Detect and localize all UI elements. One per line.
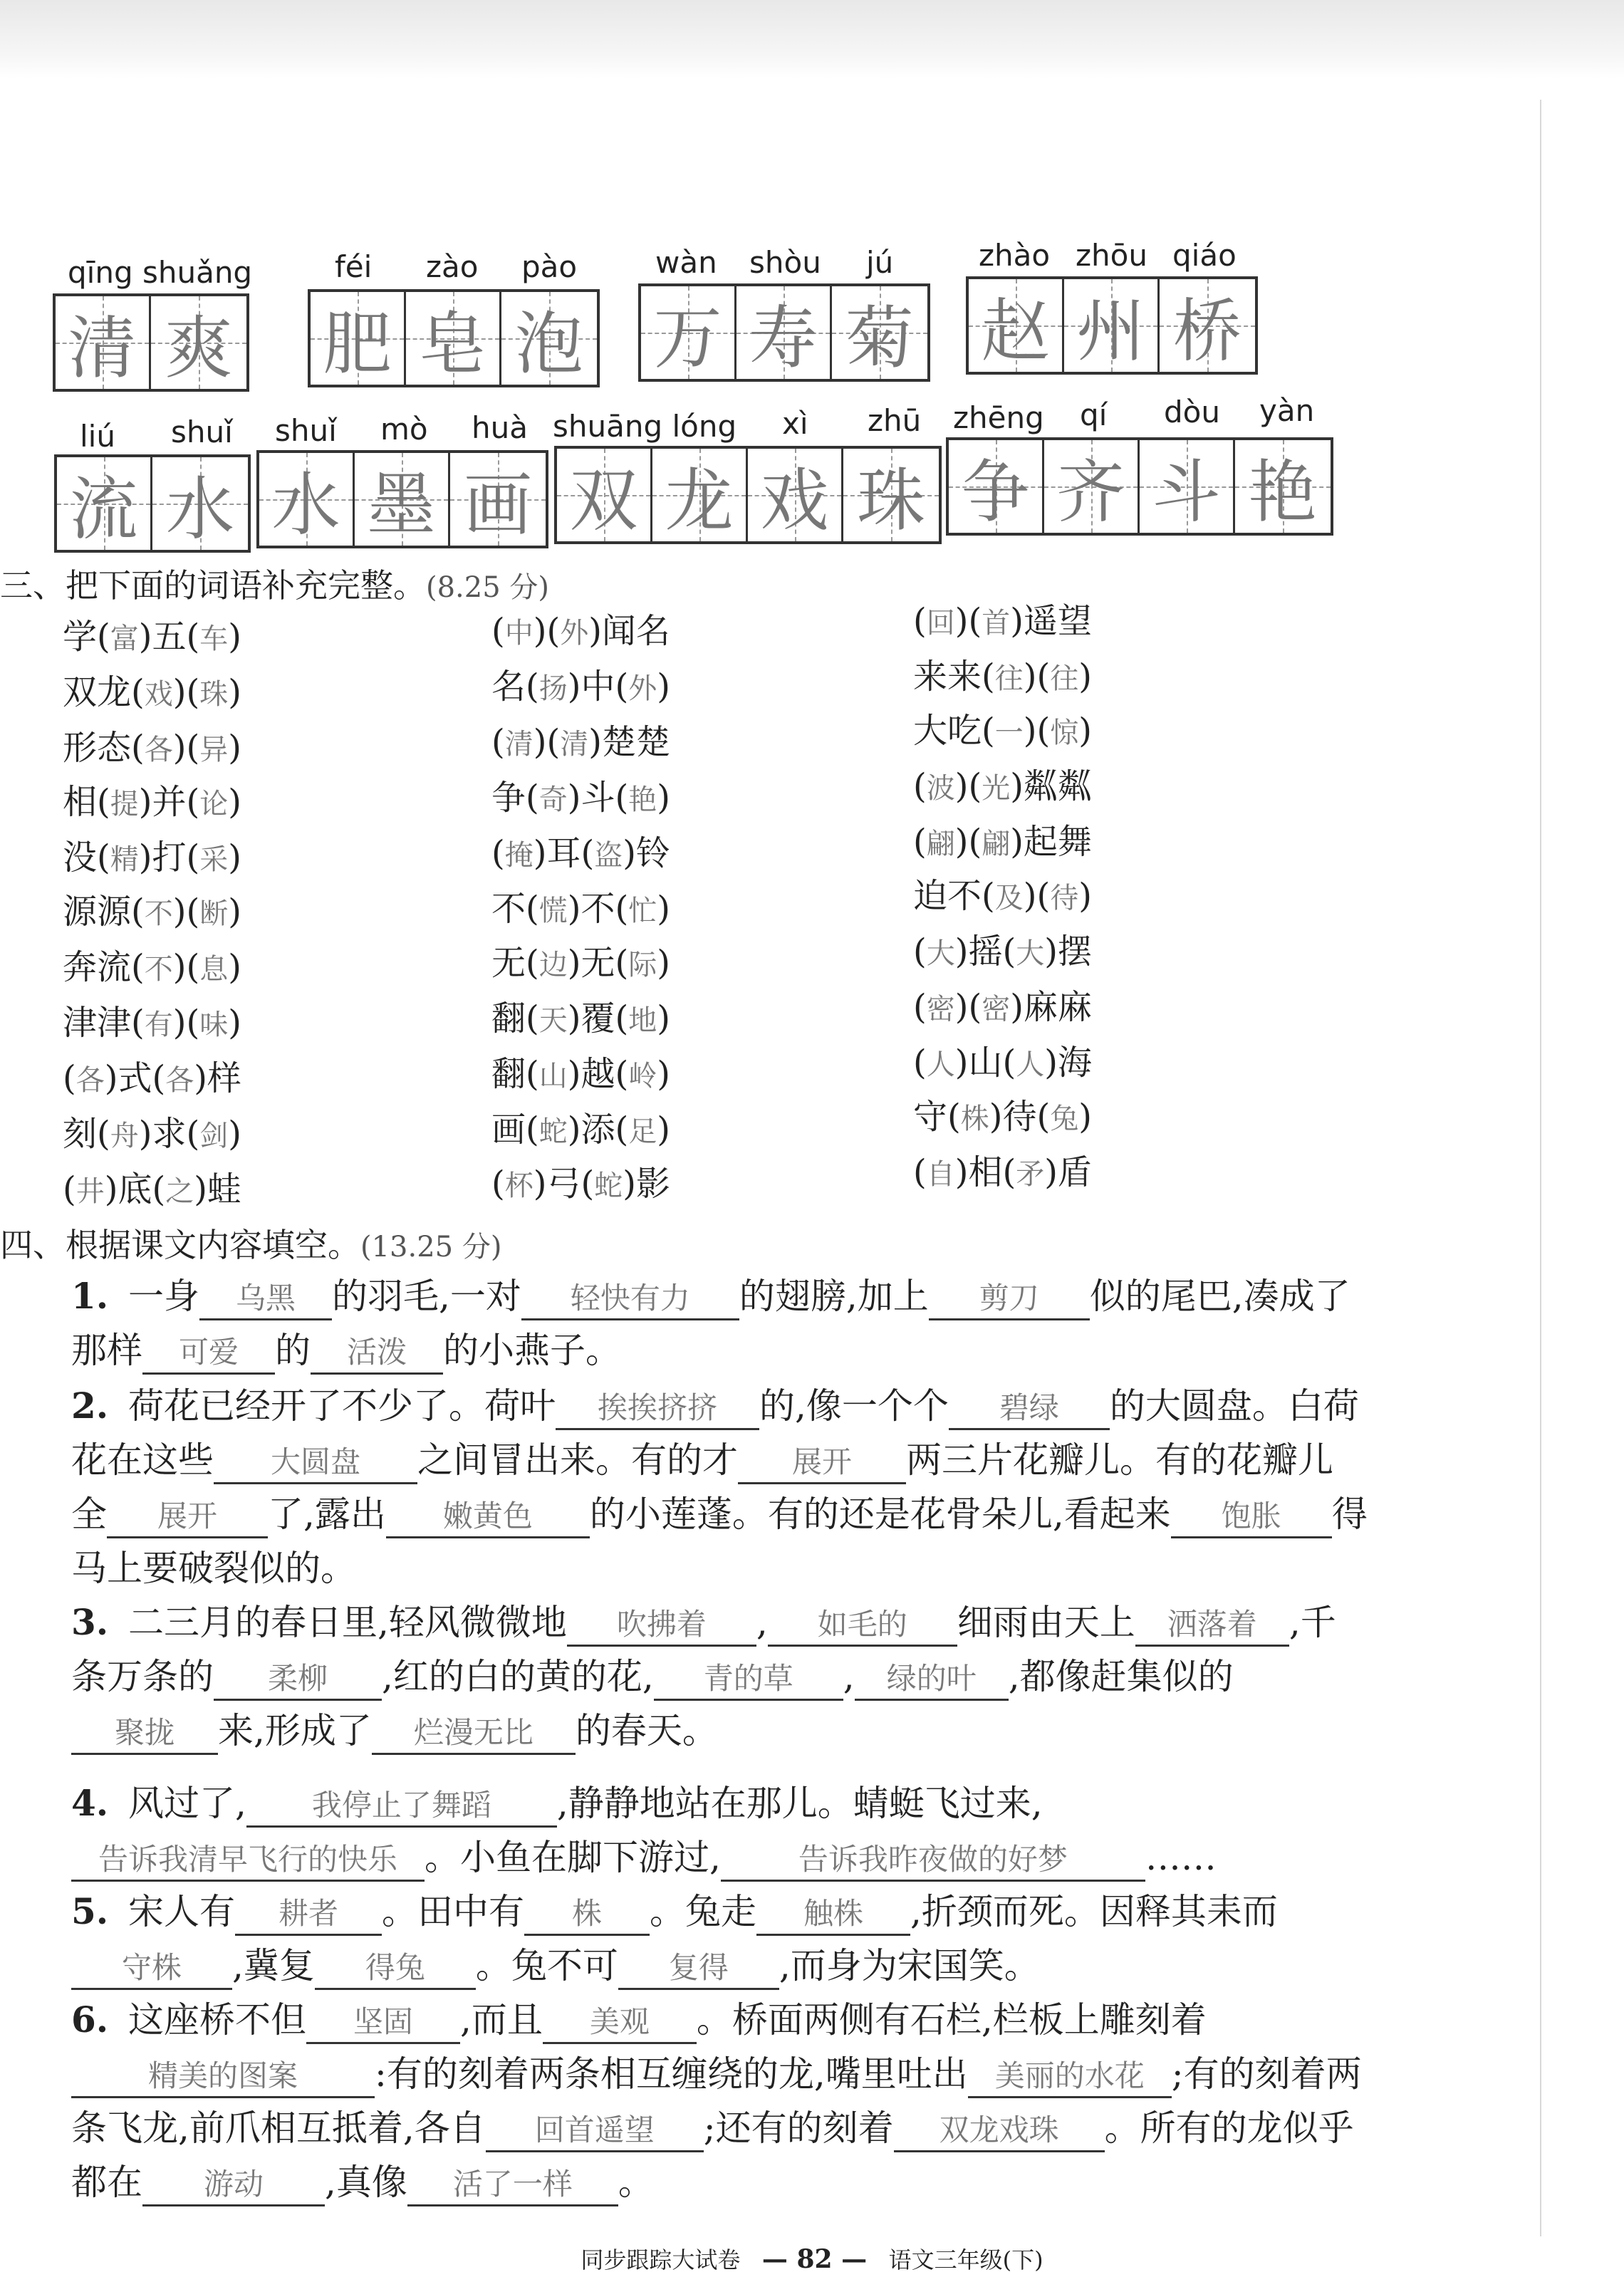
word-item: 没(精)打(采): [63, 838, 241, 877]
answer-blank: 碧绿: [949, 1388, 1110, 1430]
tianzige-group-7: [554, 446, 942, 544]
word-item: 相(提)并(论): [63, 782, 241, 822]
tianzige-cell: 肥: [311, 292, 406, 385]
tianzige-cell: 桥: [1160, 279, 1255, 372]
word-item: (回)(首)遥望: [913, 601, 1092, 641]
tianzige-group-6: [256, 450, 548, 548]
answer-blank: 美丽的水花: [968, 2056, 1172, 2098]
pinyin-19: zhēng: [953, 400, 1044, 435]
word-item: (大)摇(大)摆: [913, 932, 1092, 971]
answer-blank: 活了一样: [407, 2164, 618, 2206]
answer-blank: 柔柳: [214, 1659, 382, 1701]
tianzige-cell: 州: [1064, 279, 1160, 372]
question-number: 4.: [71, 1782, 109, 1824]
answer-blank: 得兔: [315, 1948, 476, 1990]
word-item: 翻(山)越(岭): [491, 1054, 670, 1094]
word-item: (人)山(人)海: [913, 1043, 1092, 1083]
tianzige-cell: 龙: [652, 449, 748, 541]
section-3-title: 三、把下面的词语补充完整。: [0, 566, 426, 605]
word-item: (自)相(矛)盾: [913, 1152, 1092, 1192]
question-4: 4. 风过了, 我停止了舞蹈 ,静静地站在那儿。蜻蜓飞过来,告诉我清早飞行的快乐 。小鱼在脚下游过, 告诉我昨夜做的好梦 ……: [71, 1776, 1368, 1885]
tianzige-group-2: [308, 289, 600, 387]
answer-blank: 展开: [738, 1442, 906, 1484]
tianzige-cell: 双: [557, 449, 652, 541]
tianzige-group-4: [966, 276, 1258, 375]
pinyin-6: shòu: [749, 245, 821, 280]
word-item: 源源(不)(断): [63, 892, 241, 932]
word-item: 守(株)待(兔): [913, 1097, 1092, 1137]
word-item: 不(慌)不(忙): [491, 889, 670, 929]
answer-blank: 乌黑: [199, 1278, 332, 1320]
tianzige-cell: 泡: [501, 292, 597, 385]
pinyin-13: shuǐ: [275, 413, 337, 448]
answer-blank: 嫩黄色: [386, 1496, 590, 1538]
tianzige-cell: 清: [56, 296, 151, 389]
answer-blank: 轻快有力: [521, 1278, 739, 1320]
word-item: 来来(往)(往): [913, 657, 1092, 697]
answer-blank: 耕者: [235, 1894, 382, 1936]
section-4-score: (13.25 分): [360, 1231, 502, 1263]
question-1: 1. 一身 乌黑 的羽毛,一对 轻快有力 的翅膀,加上 剪刀 似的尾巴,凑成了那样 可爱 的 活泼 的小燕子。: [71, 1269, 1368, 1377]
question-5: 5. 宋人有 耕者 。田中有 株 。兔走 触株 ,折颈而死。因释其耒而守株 ,冀复 得兔 。兔不可 复得 ,而身为宋国笑。: [71, 1885, 1368, 1993]
pinyin-12: shuǐ: [171, 415, 233, 449]
word-item: (清)(清)楚楚: [491, 722, 670, 762]
word-item: (中)(外)闻名: [491, 611, 670, 651]
footer-book-title: 同步跟踪大试卷: [581, 2246, 741, 2273]
answer-blank: 挨挨挤挤: [556, 1388, 759, 1430]
tianzige-cell: 爽: [151, 296, 246, 389]
question-number: 3.: [71, 1601, 109, 1643]
question-2: 2. 荷花已经开了不少了。荷叶 挨挨挤挤 的,像一个个 碧绿 的大圆盘。白荷花在这些 大圆盘 之间冒出来。有的才 展开 两三片花瓣儿。有的花瓣儿全 展开 了,露出 嫩黄色 的小莲蓬。有的还是花骨朵儿,看起来 饱胀 得马上要破裂似的。: [71, 1379, 1368, 1595]
answer-blank: 美观: [543, 2002, 697, 2044]
word-item: 刻(舟)求(剑): [63, 1114, 241, 1154]
tianzige-cell: 争: [949, 440, 1044, 533]
tianzige-cell: 水: [152, 457, 248, 550]
answer-blank: 回首遥望: [486, 2110, 704, 2152]
answer-blank: 如毛的: [768, 1605, 957, 1647]
question-number: 1.: [71, 1275, 109, 1317]
pinyin-22: yàn: [1259, 393, 1315, 428]
tianzige-cell: 赵: [969, 279, 1064, 372]
answer-blank: 复得: [618, 1948, 779, 1990]
word-item: 翻(天)覆(地): [491, 999, 670, 1038]
page-number: — 82 —: [761, 2244, 868, 2274]
word-item: 双龙(戏)(珠): [63, 672, 241, 712]
tianzige-cell: 齐: [1044, 440, 1140, 533]
pinyin-14: mò: [380, 412, 428, 447]
answer-blank: 大圆盘: [214, 1442, 417, 1484]
answer-blank: 饱胀: [1171, 1496, 1332, 1538]
word-item: 名(扬)中(外): [491, 667, 670, 707]
answer-blank: 株: [524, 1894, 650, 1936]
tianzige-group-1: [53, 293, 249, 392]
answer-blank: 青的草: [654, 1659, 843, 1701]
answer-blank: 烂漫无比: [372, 1713, 576, 1755]
question-3: 3. 二三月的春日里,轻风微微地 吹拂着 , 如毛的 细雨由天上 洒落着 ,千条万条的 柔柳 ,红的白的黄的花, 青的草 , 绿的叶 ,都像赶集似的聚拢 来,形成了 烂漫无比 的春天。: [71, 1595, 1368, 1758]
page-footer: [0, 2242, 1624, 2275]
section-3-score: (8.25 分): [426, 571, 549, 604]
pinyin-4: pào: [521, 249, 578, 284]
word-item: (杯)弓(蛇)影: [491, 1164, 670, 1204]
word-item: 津津(有)(味): [63, 1003, 241, 1043]
answer-blank: 告诉我昨夜做的好梦: [721, 1840, 1145, 1882]
word-item: 形态(各)(异): [63, 728, 241, 768]
word-item: 争(奇)斗(艳): [491, 778, 670, 818]
pinyin-10: qiáo: [1172, 238, 1237, 273]
tianzige-group-5: [54, 454, 251, 553]
word-item: (掩)耳(盗)铃: [491, 833, 670, 873]
word-item: (波)(光)粼粼: [913, 766, 1092, 806]
pinyin-16: shuāng lóng: [553, 409, 737, 444]
word-item: (密)(密)麻麻: [913, 987, 1092, 1027]
tianzige-cell: 万: [641, 286, 736, 379]
answer-blank: 坚固: [306, 2002, 460, 2044]
section-4-heading: [0, 1219, 501, 1266]
answer-blank: 活泼: [311, 1333, 443, 1375]
question-number: 2.: [71, 1385, 109, 1427]
pinyin-15: huà: [472, 410, 528, 445]
pinyin-17: xì: [782, 406, 808, 441]
pinyin-8: zhào: [979, 238, 1051, 273]
pinyin-11: liú: [80, 419, 115, 454]
section-4-title: 四、根据课文内容填空。: [0, 1226, 360, 1264]
answer-blank: 告诉我清早飞行的快乐: [71, 1840, 425, 1882]
word-item: (井)底(之)蛙: [63, 1169, 241, 1209]
tianzige-cell: 艳: [1235, 440, 1331, 533]
answer-blank: 吹拂着: [567, 1605, 756, 1647]
answer-blank: 聚拢: [71, 1713, 218, 1755]
section-3-heading: [0, 560, 549, 607]
page-edge-line: [1540, 100, 1541, 2236]
pinyin-20: qí: [1080, 397, 1108, 432]
pinyin-21: dòu: [1164, 395, 1220, 429]
word-item: 迫不(及)(待): [913, 876, 1092, 916]
pinyin-3: zào: [426, 249, 479, 284]
word-item: 无(边)无(际): [491, 943, 670, 983]
word-item: 大吃(一)(惊): [913, 711, 1092, 751]
pinyin-1: qīng shuǎng: [68, 255, 253, 290]
tianzige-cell: 水: [259, 453, 355, 546]
answer-blank: 我停止了舞蹈: [246, 1786, 557, 1828]
question-number: 6.: [71, 1999, 109, 2041]
answer-blank: 洒落着: [1135, 1605, 1289, 1647]
tianzige-cell: 珠: [843, 449, 939, 541]
word-item: 奔流(不)(息): [63, 947, 241, 987]
tianzige-group-8: [946, 437, 1333, 536]
word-item: 学(富)五(车): [63, 617, 241, 657]
tianzige-group-3: [638, 283, 930, 382]
question-number: 5.: [71, 1890, 109, 1932]
pinyin-9: zhōu: [1076, 238, 1147, 273]
answer-blank: 精美的图案: [71, 2056, 375, 2098]
answer-blank: 游动: [142, 2164, 325, 2206]
answer-blank: 双龙戏珠: [894, 2110, 1105, 2152]
pinyin-7: jú: [866, 245, 894, 280]
scan-top-shadow: [0, 0, 1624, 78]
tianzige-cell: 斗: [1140, 440, 1235, 533]
footer-grade: 语文三年级(下): [888, 2246, 1043, 2273]
answer-blank: 剪刀: [929, 1278, 1090, 1320]
word-item: (各)式(各)样: [63, 1058, 241, 1098]
pinyin-18: zhū: [868, 403, 922, 438]
answer-blank: 触株: [756, 1894, 910, 1936]
tianzige-cell: 墨: [355, 453, 450, 546]
pinyin-5: wàn: [655, 245, 717, 280]
word-item: (翩)(翩)起舞: [913, 822, 1092, 862]
answer-blank: 守株: [71, 1948, 232, 1990]
tianzige-cell: 流: [57, 457, 152, 550]
tianzige-cell: 戏: [748, 449, 843, 541]
tianzige-cell: 菊: [832, 286, 927, 379]
answer-blank: 展开: [107, 1496, 268, 1538]
answer-blank: 可爱: [142, 1333, 275, 1375]
answer-blank: 绿的叶: [855, 1659, 1009, 1701]
tianzige-cell: 寿: [736, 286, 832, 379]
tianzige-cell: 画: [450, 453, 546, 546]
word-item: 画(蛇)添(足): [491, 1110, 670, 1150]
tianzige-cell: 皂: [406, 292, 501, 385]
pinyin-2: féi: [335, 249, 373, 284]
question-6: 6. 这座桥不但 坚固 ,而且 美观 。桥面两侧有石栏,栏板上雕刻着精美的图案 :有的刻着两条相互缠绕的龙,嘴里吐出 美丽的水花 ;有的刻着两条飞龙,前爪相互抵着,各自 回首遥望 ;还有的刻着 双龙戏珠 。所有的龙似乎都在 游动 ,真像 活了一样 。: [71, 1993, 1368, 2209]
